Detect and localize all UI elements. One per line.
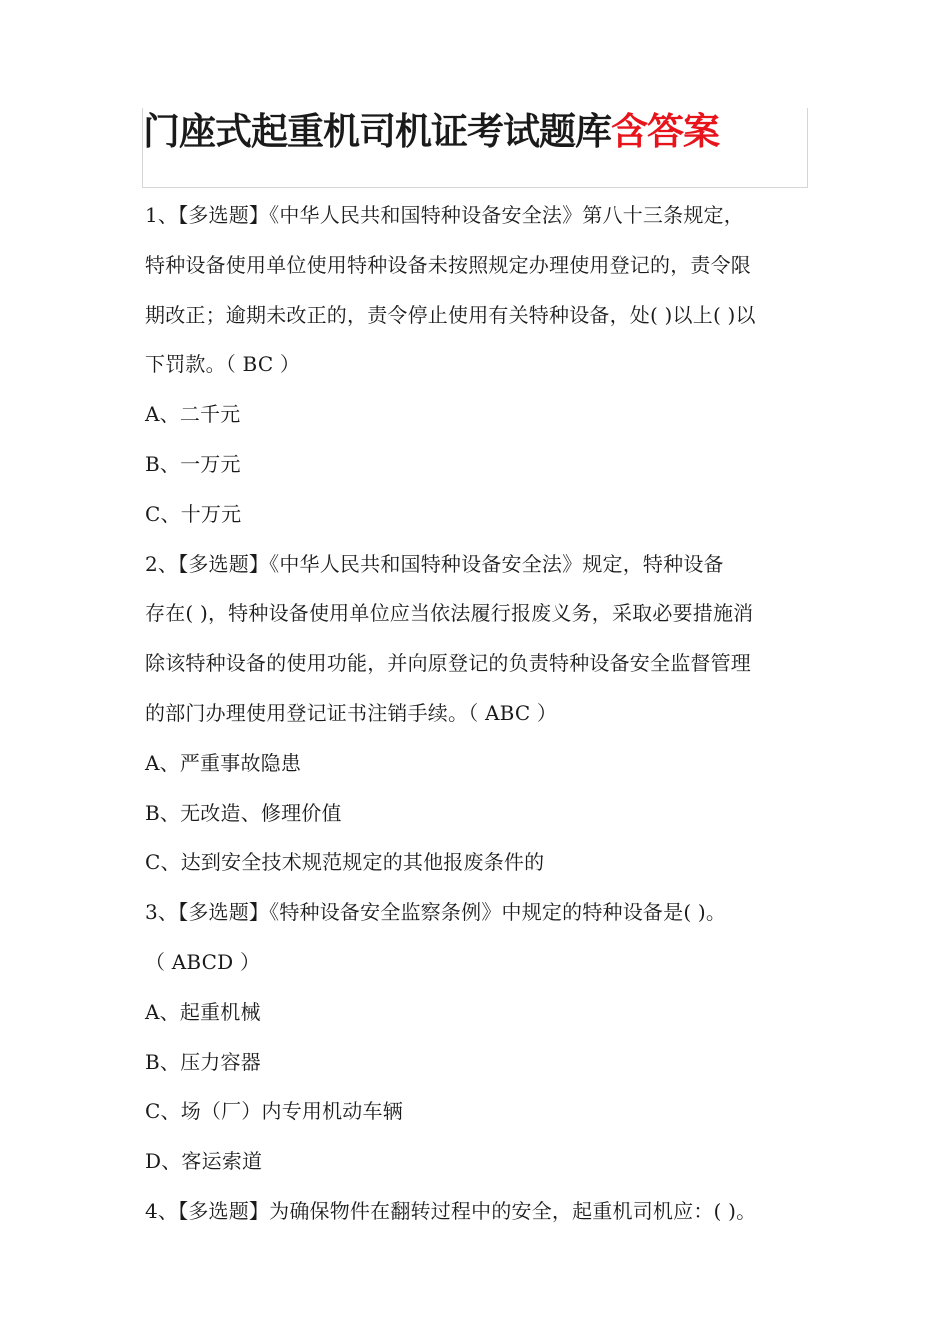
title-main: 门座式起重机司机证考试题库 [143, 110, 611, 153]
q2-line-4-answer: 的部门办理使用登记证书注销手续。（ ABC ） [145, 700, 558, 725]
q2-option-a: A、严重事故隐患 [145, 750, 302, 775]
q3-answer: （ ABCD ） [145, 949, 261, 974]
q1-line-2: 特种设备使用单位使用特种设备未按照规定办理使用登记的，责令限 [145, 252, 751, 277]
q4-line-1: 4、【多选题】为确保物件在翻转过程中的安全，起重机司机应：( )。 [145, 1198, 757, 1223]
q3-option-c: C、场（厂）内专用机动车辆 [145, 1099, 403, 1124]
question-content [145, 191, 810, 1237]
document-title [143, 110, 719, 154]
q1-line-1: 1、【多选题】《中华人民共和国特种设备安全法》第八十三条规定， [145, 203, 744, 227]
q2-line-3: 除该特种设备的使用功能，并向原登记的负责特种设备安全监督管理 [145, 651, 751, 676]
title-box [142, 108, 808, 188]
q3-option-d: D、客运索道 [145, 1149, 263, 1174]
q1-line-3: 期改正；逾期未改正的，责令停止使用有关特种设备，处( )以上( )以 [145, 302, 756, 327]
q1-option-c: C、十万元 [145, 501, 242, 526]
q2-option-c: C、达到安全技术规范规定的其他报废条件的 [145, 850, 545, 875]
q2-line-2: 存在( )，特种设备使用单位应当依法履行报废义务，采取必要措施消 [145, 601, 754, 626]
q1-option-a: A、二千元 [145, 402, 241, 427]
q2-option-b: B、无改造、修理价值 [145, 800, 342, 825]
q1-option-b: B、一万元 [145, 451, 241, 476]
q2-line-1: 2、【多选题】《中华人民共和国特种设备安全法》规定，特种设备 [145, 551, 724, 576]
q3-option-a: A、起重机械 [145, 999, 261, 1024]
q3-line-1: 3、【多选题】《特种设备安全监察条例》中规定的特种设备是( )。 [145, 900, 727, 925]
title-accent: 含答案 [611, 110, 719, 153]
q1-line-4-answer: 下罚款。（ BC ） [145, 352, 301, 377]
q3-option-b: B、压力容器 [145, 1049, 261, 1074]
